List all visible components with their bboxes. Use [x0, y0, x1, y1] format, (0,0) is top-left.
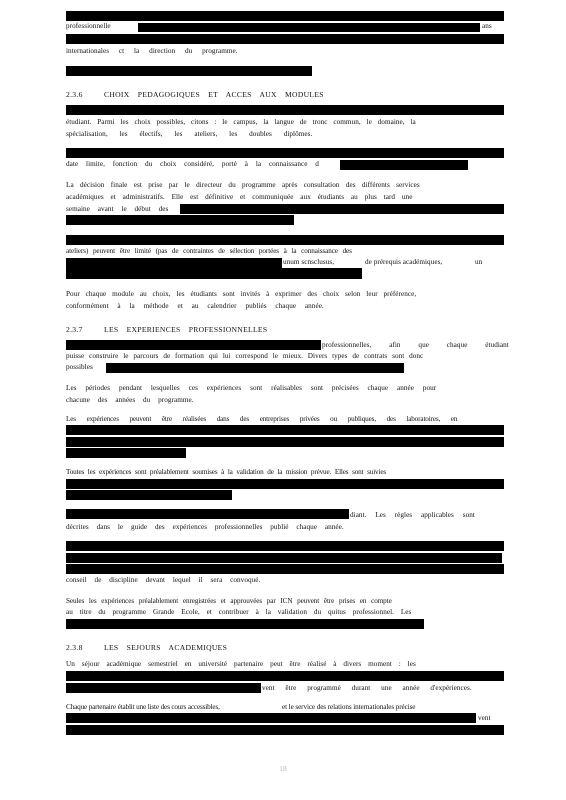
- redaction-bar: [66, 258, 282, 268]
- redaction-bar: [66, 11, 504, 21]
- redaction-bar: [66, 215, 294, 225]
- text-line: date limite, fonction du choix considéré, porté à la connaissance d: [66, 160, 319, 168]
- redaction-bar: [66, 541, 504, 551]
- redaction-bar: [66, 425, 504, 435]
- text-line: Les périodes pendant lesquelles ces expériences sont réalisables sont précisées chaque année pour: [66, 384, 437, 392]
- text-line: et le service des relations internationales précise: [282, 703, 416, 711]
- text-line: ateliers) peuvent être limité (pas de contraintes de sélection portées à la connaissance des: [66, 247, 352, 255]
- redaction-bar: [66, 340, 321, 350]
- text-line: Un séjour académique semestriel en université partenaire peut être réalisé à divers moment : les: [66, 660, 416, 668]
- redaction-bar: [66, 448, 186, 458]
- section-heading: [66, 90, 324, 99]
- redaction-bar: [66, 148, 504, 158]
- redaction-bar: [66, 619, 424, 629]
- redaction-bar: [138, 23, 480, 32]
- redaction-bar: [340, 160, 468, 170]
- section-number: 2.3.7: [66, 325, 83, 334]
- section-title: LES SEJOURS ACADEMIQUES: [104, 643, 228, 652]
- redaction-bar: [66, 490, 232, 500]
- text-line: spécialisation, les électifs, les ateliers, les doubles diplômes.: [66, 130, 313, 138]
- text-line: conformément à la méthode et au calendrier publiés chaque année.: [66, 302, 324, 310]
- text-line: au titre du programme Grande Ecole, et contribuer à la validation du quitus professionnel. Les: [66, 608, 412, 616]
- section-heading: [66, 325, 267, 334]
- page-number: 18: [279, 764, 287, 773]
- text-line: La décision finale est prise par le directeur du programme après consultation des différents services: [66, 181, 420, 189]
- redaction-bar: [66, 564, 504, 574]
- text-line: professionnelle: [66, 22, 111, 30]
- text-line: Toutes les expériences sont préalablement soumises à la validation de la mission prévue. Elles sont suivies: [66, 468, 387, 476]
- text-line: unum scnsclusus,: [283, 258, 335, 266]
- text-line: Pour chaque module au choix, les étudiants sont invités à exprimer des choix selon leur préférence,: [66, 290, 417, 298]
- redaction-bar: [66, 268, 362, 279]
- text-line: conseil de discipline devant lequel il sera convoqué.: [66, 576, 261, 584]
- text-line: puisse construire le parcours de formation qui lui correspond le mieux. Divers types de contrats sont donc: [66, 352, 424, 360]
- section-number: 2.3.8: [66, 643, 83, 652]
- text-line: étudiant. Parmi les choix possibles, citons : le campus, la langue de tronc commun, le domaine, la: [66, 118, 416, 126]
- redaction-bar: [66, 713, 476, 723]
- section-title: CHOIX PEDAGOGIQUES ET ACCES AUX MODULES: [104, 90, 324, 99]
- section-title: LES EXPERIENCES PROFESSIONNELLES: [104, 325, 268, 334]
- text-line: académiques et administratifs. Elle est définitive et communiquée aux étudiants au plus tard une: [66, 193, 413, 201]
- text-line: décrites dans le guide des expériences professionnelles publié chaque année.: [66, 523, 344, 531]
- text-line: un: [475, 258, 483, 266]
- redaction-bar: [66, 437, 504, 447]
- section-number: 2.3.6: [66, 90, 83, 99]
- text-line: ans: [482, 22, 492, 30]
- text-line: vent: [478, 714, 491, 722]
- text-line: Les expériences peuvent être réalisées dans des entreprises privées ou publiques, des laboratoires, en: [66, 415, 458, 423]
- text-line: possibles: [66, 363, 93, 371]
- text-line: professionnelles, afin que chaque étudiant: [322, 341, 509, 349]
- redaction-bar: [66, 553, 502, 563]
- redaction-bar: [66, 509, 349, 519]
- text-line: Chaque partenaire établit une liste des cours accessibles,: [66, 703, 220, 711]
- redaction-bar: [66, 34, 504, 44]
- text-line: vent être programmé durant une année d'expériences.: [262, 684, 472, 692]
- redaction-bar: [106, 363, 404, 373]
- redaction-bar: [66, 66, 312, 76]
- section-heading: [66, 643, 227, 652]
- text-line: Seules les expériences préalablement enregistrées et approuvées par ICN peuvent être prises en compte: [66, 597, 392, 605]
- text-line: diant. Les règles applicables sont: [350, 511, 475, 519]
- text-line: semaine avant le début des: [66, 205, 169, 213]
- text-line: de prérequis académiques,: [365, 258, 443, 266]
- redaction-bar: [66, 725, 504, 735]
- redaction-bar: [180, 204, 504, 214]
- text-line: internationales ct la direction du programme.: [66, 47, 238, 55]
- redaction-bar: [66, 235, 504, 245]
- text-line: chacune des années du programme.: [66, 396, 194, 404]
- redaction-bar: [66, 105, 504, 115]
- redaction-bar: [66, 479, 504, 489]
- redaction-bar: [66, 683, 261, 693]
- redaction-bar: [66, 671, 504, 681]
